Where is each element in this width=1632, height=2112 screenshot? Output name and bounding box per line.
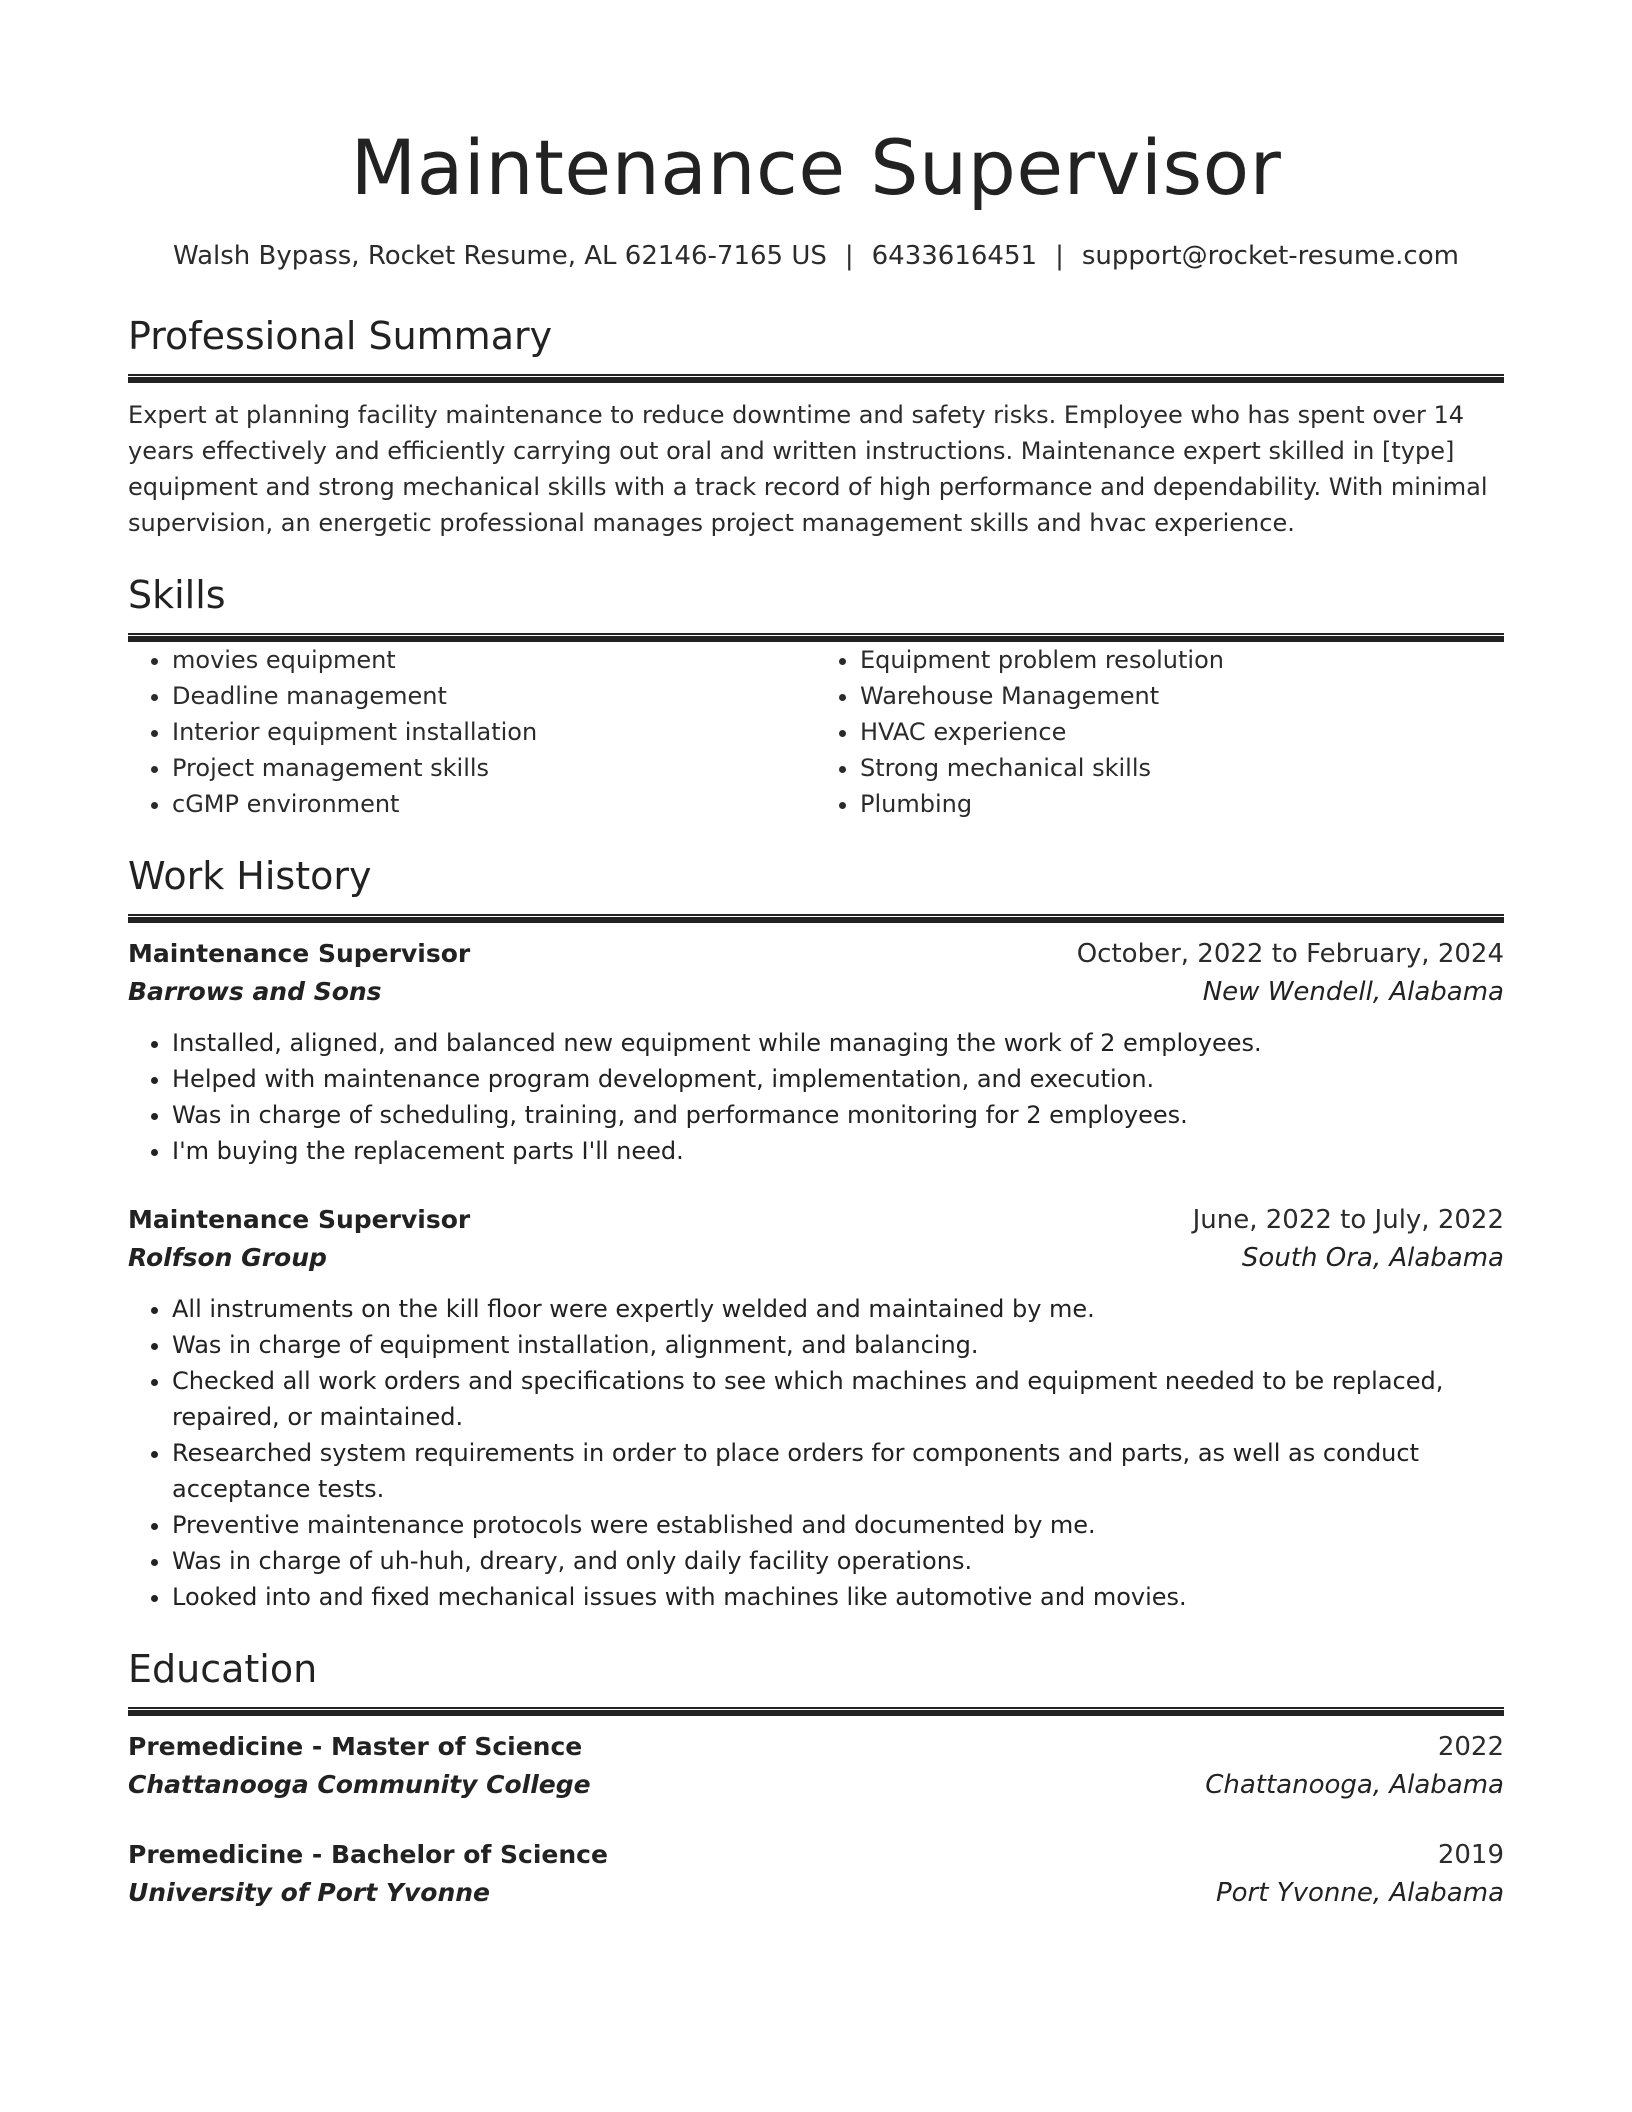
skills-column-right — [816, 642, 1504, 822]
skill-item: • Deadline management — [172, 678, 816, 714]
job-bullets — [128, 1291, 1504, 1615]
section-divider — [128, 1707, 1504, 1716]
job-bullet: • Helped with maintenance program development, implementation, and execution. — [172, 1061, 1504, 1097]
contact-address: Walsh Bypass, Rocket Resume, AL 62146-7165 US — [173, 241, 827, 271]
education-school: University of Port Yvonne — [128, 1878, 491, 1907]
job-dates: June, 2022 to July, 2022 — [1192, 1205, 1504, 1235]
section-title-skills: Skills — [128, 573, 226, 617]
job-header — [128, 1201, 1504, 1239]
education-subheader — [128, 1874, 1504, 1912]
education-entry — [128, 1728, 1504, 1804]
skill-item: • Warehouse Management — [860, 678, 1504, 714]
section-title-education: Education — [128, 1647, 318, 1691]
job-bullet: • Installed, aligned, and balanced new equipment while managing the work of 2 employees. — [172, 1025, 1504, 1061]
job-bullet: • Researched system requirements in order to place orders for components and parts, as well as conduct acceptance tests. — [172, 1435, 1504, 1507]
job-dates: October, 2022 to February, 2024 — [1076, 939, 1504, 969]
skill-item: • movies equipment — [172, 642, 816, 678]
contact-email: support@rocket-resume.com — [1081, 241, 1459, 271]
skill-item: • Project management skills — [172, 750, 816, 786]
education-degree: Premedicine - Bachelor of Science — [128, 1840, 608, 1869]
skill-item: • HVAC experience — [860, 714, 1504, 750]
job-title: Maintenance Supervisor — [128, 939, 471, 968]
education-school: Chattanooga Community College — [128, 1770, 591, 1799]
contact-line — [128, 238, 1504, 274]
skill-item: • Plumbing — [860, 786, 1504, 822]
skills-column-left — [128, 642, 816, 822]
job-title: Maintenance Supervisor — [128, 1205, 471, 1234]
job-bullet: • Was in charge of scheduling, training, and performance monitoring for 2 employees. — [172, 1097, 1504, 1133]
education-header — [128, 1728, 1504, 1766]
job-bullet: • Preventive maintenance protocols were established and documented by me. — [172, 1507, 1504, 1543]
job-bullet: • All instruments on the kill floor were expertly welded and maintained by me. — [172, 1291, 1504, 1327]
skills-section — [128, 571, 1504, 822]
job-location: New Wendell, Alabama — [1202, 977, 1504, 1007]
section-divider — [128, 374, 1504, 383]
education-degree: Premedicine - Master of Science — [128, 1732, 583, 1761]
education-year: 2022 — [1437, 1732, 1504, 1762]
job-subheader — [128, 1239, 1504, 1277]
summary-section — [128, 312, 1504, 541]
job-entry — [128, 935, 1504, 1169]
skill-item: • Interior equipment installation — [172, 714, 816, 750]
education-location: Port Yvonne, Alabama — [1215, 1878, 1504, 1908]
skills-list — [128, 642, 1504, 822]
summary-body — [128, 397, 1504, 541]
section-title-work: Work History — [128, 854, 372, 898]
job-header — [128, 935, 1504, 973]
job-location: South Ora, Alabama — [1241, 1243, 1504, 1273]
education-year: 2019 — [1437, 1840, 1504, 1870]
skill-item: • cGMP environment — [172, 786, 816, 822]
job-entry — [128, 1201, 1504, 1615]
section-divider — [128, 914, 1504, 923]
job-bullet: • Was in charge of equipment installation, alignment, and balancing. — [172, 1327, 1504, 1363]
education-location: Chattanooga, Alabama — [1205, 1770, 1504, 1800]
education-subheader — [128, 1766, 1504, 1804]
skill-item: • Strong mechanical skills — [860, 750, 1504, 786]
job-bullet: • Looked into and fixed mechanical issues with machines like automotive and movies. — [172, 1579, 1504, 1615]
resume-name: Maintenance Supervisor — [350, 123, 1282, 212]
section-divider — [128, 633, 1504, 642]
work-history-section — [128, 852, 1504, 1615]
job-bullet: • Checked all work orders and specifications to see which machines and equipment needed to be replaced, repaired, or maintained. — [172, 1363, 1504, 1435]
skill-item: • Equipment problem resolution — [860, 642, 1504, 678]
contact-separator: | — [844, 241, 854, 271]
contact-phone: 6433616451 — [871, 241, 1038, 271]
contact-separator: | — [1055, 241, 1064, 271]
job-company: Rolfson Group — [128, 1243, 327, 1272]
education-section — [128, 1645, 1504, 1912]
section-title-summary: Professional Summary — [128, 314, 553, 358]
summary-text: Expert at planning facility maintenance to reduce downtime and safety risks. Employee who has spent over 14 years effectively and efficiently carrying out oral and written instructions. Maintenance expert skilled in [type] equipment and strong mechanical skills with a track record of high performance and dependability. With minimal supervision, an energetic professional manages project management skills and hvac experience. — [128, 401, 1488, 537]
education-entry — [128, 1836, 1504, 1912]
job-subheader — [128, 973, 1504, 1011]
job-company: Barrows and Sons — [128, 977, 382, 1006]
education-header — [128, 1836, 1504, 1874]
job-bullet: • I'm buying the replacement parts I'll need. — [172, 1133, 1504, 1169]
job-bullets — [128, 1025, 1504, 1169]
job-bullet: • Was in charge of uh-huh, dreary, and only daily facility operations. — [172, 1543, 1504, 1579]
